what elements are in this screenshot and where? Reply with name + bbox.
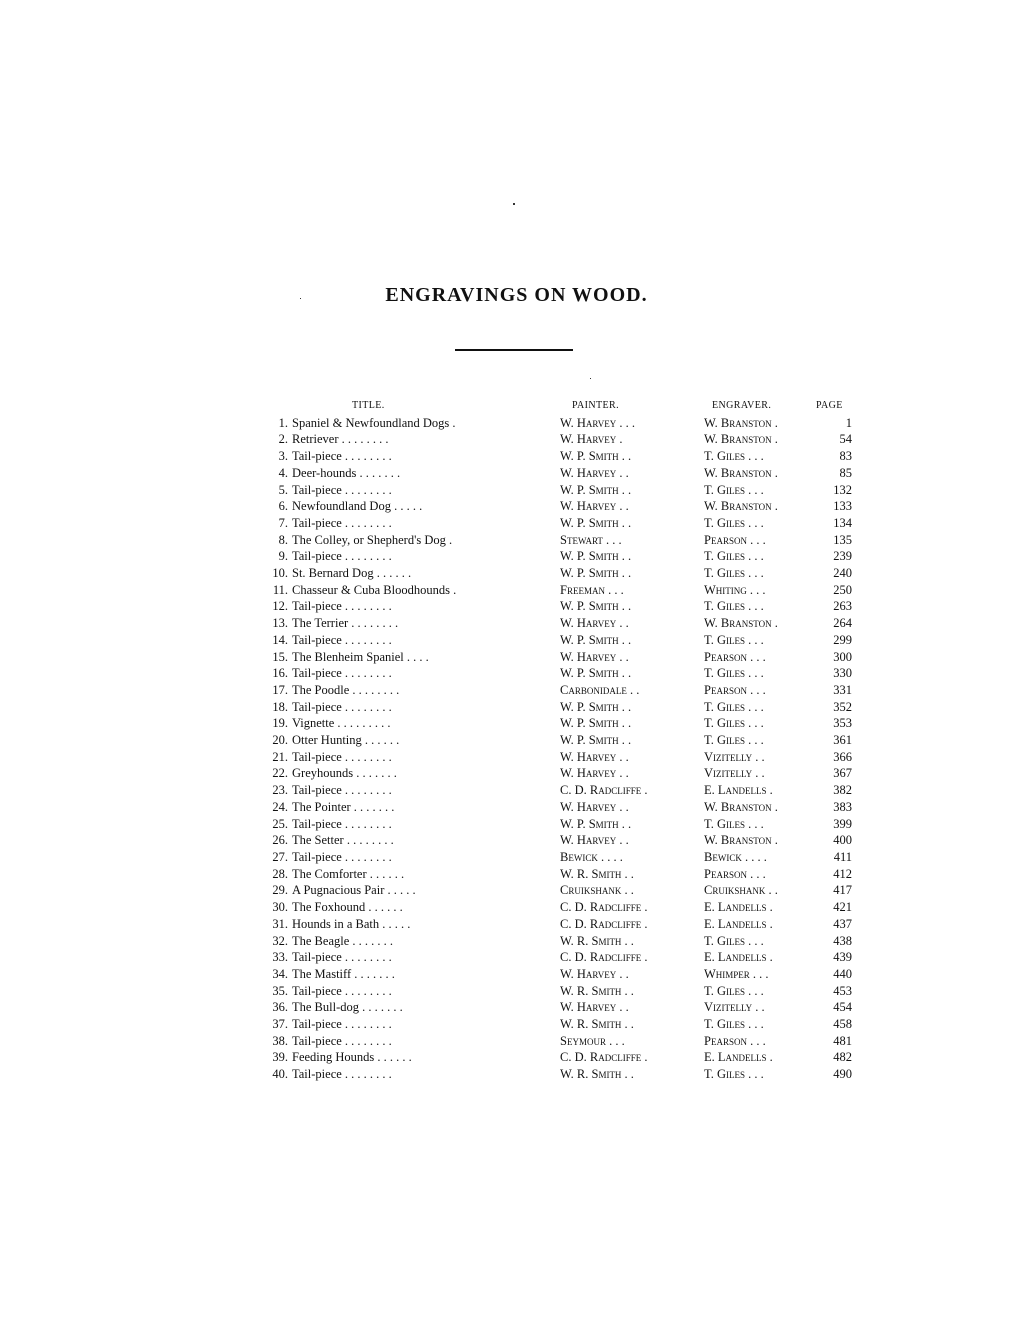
row-engraver: T. Giles . . . xyxy=(704,599,764,614)
row-painter: Seymour . . . xyxy=(560,1033,625,1048)
row-painter: W. Harvey . . xyxy=(560,766,629,781)
row-painter: W. R. Smith . . xyxy=(560,866,634,881)
row-title: Tail-piece . . . . . . . . xyxy=(292,549,392,564)
row-title: The Beagle . . . . . . . xyxy=(292,933,394,948)
table-row xyxy=(262,933,852,950)
table-row xyxy=(262,816,852,833)
row-title: The Terrier . . . . . . . . xyxy=(292,616,399,631)
row-number: 12. xyxy=(272,599,288,614)
row-engraver: Vizitelly . . xyxy=(704,766,765,781)
row-page: 481 xyxy=(833,1033,852,1048)
row-number: 22. xyxy=(272,766,288,781)
row-painter: W. P. Smith . . xyxy=(560,699,632,714)
table-row xyxy=(262,949,852,966)
row-title: The Foxhound . . . . . . xyxy=(292,900,403,915)
table-row xyxy=(262,532,852,549)
row-number: 23. xyxy=(272,783,288,798)
row-title: Tail-piece . . . . . . . . xyxy=(292,783,392,798)
row-title: The Blenheim Spaniel . . . . xyxy=(292,649,429,664)
row-number: 10. xyxy=(272,566,288,581)
table-row xyxy=(262,415,852,432)
row-page: 299 xyxy=(833,632,852,647)
row-number: 4. xyxy=(278,465,288,480)
row-page: 1 xyxy=(845,415,852,430)
row-title: The Comforter . . . . . . xyxy=(292,866,405,881)
row-page: 458 xyxy=(833,1017,852,1032)
row-painter: W. Harvey . xyxy=(560,432,623,447)
row-title: Tail-piece . . . . . . . . xyxy=(292,599,392,614)
table-row xyxy=(262,832,852,849)
table-row xyxy=(262,899,852,916)
row-engraver: Pearson . . . xyxy=(704,649,766,664)
row-painter: Carbonidale . . xyxy=(560,682,640,697)
table-row xyxy=(262,749,852,766)
row-page: 399 xyxy=(833,816,852,831)
row-page: 134 xyxy=(833,515,852,530)
row-painter: C. D. Radcliffe . xyxy=(560,900,648,915)
row-painter: W. P. Smith . . xyxy=(560,733,632,748)
row-page: 439 xyxy=(833,950,852,965)
table-row xyxy=(262,582,852,599)
row-title: Tail-piece . . . . . . . . xyxy=(292,1033,392,1048)
row-number: 26. xyxy=(272,833,288,848)
table-row xyxy=(262,1066,852,1083)
row-painter: W. Harvey . . xyxy=(560,616,629,631)
row-page: 83 xyxy=(839,449,852,464)
row-engraver: Vizitelly . . xyxy=(704,749,765,764)
table-row xyxy=(262,732,852,749)
row-painter: W. Harvey . . xyxy=(560,499,629,514)
row-painter: W. Harvey . . xyxy=(560,465,629,480)
row-number: 11. xyxy=(272,582,288,597)
table-row xyxy=(262,799,852,816)
row-title: Otter Hunting . . . . . . xyxy=(292,733,400,748)
row-title: The Mastiff . . . . . . . xyxy=(292,966,395,981)
row-engraver: W. Branston . xyxy=(704,432,778,447)
row-engraver: W. Branston . xyxy=(704,499,778,514)
row-page: 454 xyxy=(833,1000,852,1015)
row-engraver: T. Giles . . . xyxy=(704,1067,764,1082)
table-row xyxy=(262,632,852,649)
row-engraver: E. Landells . xyxy=(704,1050,773,1065)
row-engraver: Vizitelly . . xyxy=(704,1000,765,1015)
row-number: 8. xyxy=(278,532,288,547)
row-number: 18. xyxy=(272,699,288,714)
table-row xyxy=(262,849,852,866)
row-number: 21. xyxy=(272,749,288,764)
row-number: 9. xyxy=(278,549,288,564)
row-number: 16. xyxy=(272,666,288,681)
table-row xyxy=(262,682,852,699)
row-engraver: W. Branston . xyxy=(704,616,778,631)
row-page: 250 xyxy=(833,582,852,597)
table-row xyxy=(262,448,852,465)
row-engraver: T. Giles . . . xyxy=(704,733,764,748)
row-title: Tail-piece . . . . . . . . xyxy=(292,482,392,497)
row-page: 132 xyxy=(833,482,852,497)
row-engraver: T. Giles . . . xyxy=(704,549,764,564)
row-engraver: W. Branston . xyxy=(704,833,778,848)
row-engraver: T. Giles . . . xyxy=(704,566,764,581)
row-painter: W. R. Smith . . xyxy=(560,1017,634,1032)
row-painter: W. R. Smith . . xyxy=(560,933,634,948)
row-painter: Freeman . . . xyxy=(560,582,624,597)
row-painter: W. P. Smith . . xyxy=(560,549,632,564)
table-row xyxy=(262,916,852,933)
row-title: A Pugnacious Pair . . . . . xyxy=(292,883,416,898)
table-row xyxy=(262,966,852,983)
row-number: 29. xyxy=(272,883,288,898)
table-row xyxy=(262,649,852,666)
row-page: 300 xyxy=(833,649,852,664)
row-engraver: Pearson . . . xyxy=(704,682,766,697)
row-page: 490 xyxy=(833,1067,852,1082)
row-painter: Cruikshank . . xyxy=(560,883,634,898)
row-title: Hounds in a Bath . . . . . xyxy=(292,916,411,931)
row-engraver: Whimper . . . xyxy=(704,966,769,981)
row-painter: C. D. Radcliffe . xyxy=(560,916,648,931)
row-page: 331 xyxy=(833,682,852,697)
row-painter: W. P. Smith . . xyxy=(560,716,632,731)
row-painter: W. R. Smith . . xyxy=(560,1067,634,1082)
row-title: Tail-piece . . . . . . . . xyxy=(292,449,392,464)
header-page: PAGE xyxy=(816,400,843,411)
row-number: 31. xyxy=(272,916,288,931)
row-number: 32. xyxy=(272,933,288,948)
row-title: Tail-piece . . . . . . . . xyxy=(292,666,392,681)
row-title: Tail-piece . . . . . . . . xyxy=(292,1017,392,1032)
row-title: Tail-piece . . . . . . . . xyxy=(292,699,392,714)
row-engraver: Bewick . . . . xyxy=(704,849,767,864)
table-row xyxy=(262,882,852,899)
header-painter: PAINTER. xyxy=(572,400,620,411)
row-title: Chasseur & Cuba Bloodhounds . xyxy=(292,582,457,597)
row-painter: W. P. Smith . . xyxy=(560,599,632,614)
table-row xyxy=(262,983,852,1000)
row-painter: W. P. Smith . . xyxy=(560,482,632,497)
row-title: The Setter . . . . . . . . xyxy=(292,833,394,848)
row-page: 263 xyxy=(833,599,852,614)
stray-mark xyxy=(513,203,515,205)
row-engraver: E. Landells . xyxy=(704,900,773,915)
row-number: 33. xyxy=(272,950,288,965)
row-page: 135 xyxy=(833,532,852,547)
row-title: Tail-piece . . . . . . . . xyxy=(292,632,392,647)
row-title: The Bull-dog . . . . . . . xyxy=(292,1000,403,1015)
row-title: Vignette . . . . . . . . . xyxy=(292,716,391,731)
row-page: 417 xyxy=(833,883,852,898)
table-row xyxy=(262,498,852,515)
row-painter: W. P. Smith . . xyxy=(560,816,632,831)
table-row xyxy=(262,699,852,716)
row-number: 15. xyxy=(272,649,288,664)
table-row xyxy=(262,515,852,532)
row-engraver: Pearson . . . xyxy=(704,866,766,881)
row-engraver: T. Giles . . . xyxy=(704,716,764,731)
table-row xyxy=(262,482,852,499)
row-engraver: T. Giles . . . xyxy=(704,449,764,464)
row-number: 35. xyxy=(272,983,288,998)
table-row xyxy=(262,548,852,565)
row-engraver: E. Landells . xyxy=(704,950,773,965)
row-title: Tail-piece . . . . . . . . xyxy=(292,950,392,965)
row-number: 5. xyxy=(278,482,288,497)
row-painter: W. R. Smith . . xyxy=(560,983,634,998)
table-row xyxy=(262,1049,852,1066)
stray-mark xyxy=(590,378,591,379)
row-number: 40. xyxy=(272,1067,288,1082)
row-title: Feeding Hounds . . . . . . xyxy=(292,1050,412,1065)
row-page: 366 xyxy=(833,749,852,764)
row-number: 24. xyxy=(272,799,288,814)
row-painter: W. P. Smith . . xyxy=(560,566,632,581)
row-number: 14. xyxy=(272,632,288,647)
row-engraver: T. Giles . . . xyxy=(704,933,764,948)
row-engraver: T. Giles . . . xyxy=(704,515,764,530)
row-engraver: T. Giles . . . xyxy=(704,666,764,681)
row-number: 7. xyxy=(278,515,288,530)
row-number: 6. xyxy=(278,499,288,514)
row-page: 453 xyxy=(833,983,852,998)
row-page: 382 xyxy=(833,783,852,798)
row-painter: W. P. Smith . . xyxy=(560,666,632,681)
table-row xyxy=(262,565,852,582)
row-title: Newfoundland Dog . . . . . xyxy=(292,499,423,514)
row-number: 27. xyxy=(272,849,288,864)
row-title: Tail-piece . . . . . . . . xyxy=(292,816,392,831)
row-title: Tail-piece . . . . . . . . xyxy=(292,1067,392,1082)
engravings-table xyxy=(262,398,852,1083)
row-page: 440 xyxy=(833,966,852,981)
row-painter: Bewick . . . . xyxy=(560,849,623,864)
row-page: 437 xyxy=(833,916,852,931)
row-engraver: T. Giles . . . xyxy=(704,983,764,998)
table-row xyxy=(262,999,852,1016)
table-row xyxy=(262,866,852,883)
row-painter: C. D. Radcliffe . xyxy=(560,783,648,798)
table-row xyxy=(262,715,852,732)
row-page: 330 xyxy=(833,666,852,681)
row-painter: W. P. Smith . . xyxy=(560,449,632,464)
row-title: Spaniel & Newfoundland Dogs . xyxy=(292,415,456,430)
row-engraver: Cruikshank . . xyxy=(704,883,778,898)
row-number: 20. xyxy=(272,733,288,748)
row-number: 30. xyxy=(272,900,288,915)
row-painter: W. Harvey . . xyxy=(560,749,629,764)
row-page: 383 xyxy=(833,799,852,814)
row-engraver: Whiting . . . xyxy=(704,582,766,597)
table-row xyxy=(262,1033,852,1050)
row-painter: W. Harvey . . xyxy=(560,966,629,981)
row-engraver: Pearson . . . xyxy=(704,1033,766,1048)
row-number: 13. xyxy=(272,616,288,631)
row-number: 34. xyxy=(272,966,288,981)
row-title: Tail-piece . . . . . . . . xyxy=(292,983,392,998)
row-page: 353 xyxy=(833,716,852,731)
row-number: 36. xyxy=(272,1000,288,1015)
row-title: St. Bernard Dog . . . . . . xyxy=(292,566,412,581)
row-painter: W. Harvey . . xyxy=(560,799,629,814)
row-number: 17. xyxy=(272,682,288,697)
row-page: 367 xyxy=(833,766,852,781)
row-number: 37. xyxy=(272,1017,288,1032)
header-num xyxy=(262,398,292,415)
row-title: Tail-piece . . . . . . . . xyxy=(292,515,392,530)
row-number: 3. xyxy=(278,449,288,464)
row-painter: W. Harvey . . xyxy=(560,649,629,664)
row-page: 400 xyxy=(833,833,852,848)
row-painter: Stewart . . . xyxy=(560,532,622,547)
table-body xyxy=(262,415,852,1083)
header-title: TITLE. xyxy=(352,400,385,411)
row-title: The Pointer . . . . . . . xyxy=(292,799,395,814)
row-engraver: W. Branston . xyxy=(704,465,778,480)
row-number: 1. xyxy=(278,415,288,430)
row-page: 133 xyxy=(833,499,852,514)
title-rule xyxy=(455,349,573,351)
row-painter: W. Harvey . . . xyxy=(560,415,635,430)
row-page: 239 xyxy=(833,549,852,564)
row-page: 411 xyxy=(833,849,852,864)
row-page: 438 xyxy=(833,933,852,948)
row-engraver: Pearson . . . xyxy=(704,532,766,547)
row-number: 2. xyxy=(278,432,288,447)
table-row xyxy=(262,665,852,682)
row-number: 38. xyxy=(272,1033,288,1048)
header-engraver: ENGRAVER. xyxy=(712,400,772,411)
row-title: The Colley, or Shepherd's Dog . xyxy=(292,532,453,547)
row-page: 421 xyxy=(833,900,852,915)
row-title: Greyhounds . . . . . . . xyxy=(292,766,397,781)
table-row xyxy=(262,1016,852,1033)
row-engraver: T. Giles . . . xyxy=(704,482,764,497)
table-header-row xyxy=(262,398,852,415)
row-page: 240 xyxy=(833,566,852,581)
row-page: 54 xyxy=(839,432,852,447)
row-page: 352 xyxy=(833,699,852,714)
row-page: 264 xyxy=(833,616,852,631)
row-painter: W. Harvey . . xyxy=(560,1000,629,1015)
row-page: 412 xyxy=(833,866,852,881)
row-page: 482 xyxy=(833,1050,852,1065)
row-number: 28. xyxy=(272,866,288,881)
row-title: Deer-hounds . . . . . . . xyxy=(292,465,401,480)
row-painter: W. P. Smith . . xyxy=(560,632,632,647)
row-number: 39. xyxy=(272,1050,288,1065)
table-row xyxy=(262,765,852,782)
row-engraver: E. Landells . xyxy=(704,916,773,931)
page-title: ENGRAVINGS ON WOOD. xyxy=(385,284,648,306)
row-engraver: T. Giles . . . xyxy=(704,816,764,831)
row-engraver: T. Giles . . . xyxy=(704,1017,764,1032)
table-row xyxy=(262,782,852,799)
row-title: Tail-piece . . . . . . . . xyxy=(292,749,392,764)
table-row xyxy=(262,431,852,448)
row-painter: C. D. Radcliffe . xyxy=(560,950,648,965)
row-painter: W. Harvey . . xyxy=(560,833,629,848)
row-page: 361 xyxy=(833,733,852,748)
table-row xyxy=(262,465,852,482)
row-engraver: W. Branston . xyxy=(704,415,778,430)
row-engraver: T. Giles . . . xyxy=(704,632,764,647)
row-title: Retriever . . . . . . . . xyxy=(292,432,389,447)
row-number: 19. xyxy=(272,716,288,731)
row-page: 85 xyxy=(839,465,852,480)
row-title: The Poodle . . . . . . . . xyxy=(292,682,400,697)
row-engraver: W. Branston . xyxy=(704,799,778,814)
row-painter: C. D. Radcliffe . xyxy=(560,1050,648,1065)
row-engraver: E. Landells . xyxy=(704,783,773,798)
row-number: 25. xyxy=(272,816,288,831)
row-engraver: T. Giles . . . xyxy=(704,699,764,714)
table-row xyxy=(262,598,852,615)
row-title: Tail-piece . . . . . . . . xyxy=(292,849,392,864)
row-painter: W. P. Smith . . xyxy=(560,515,632,530)
table-row xyxy=(262,615,852,632)
